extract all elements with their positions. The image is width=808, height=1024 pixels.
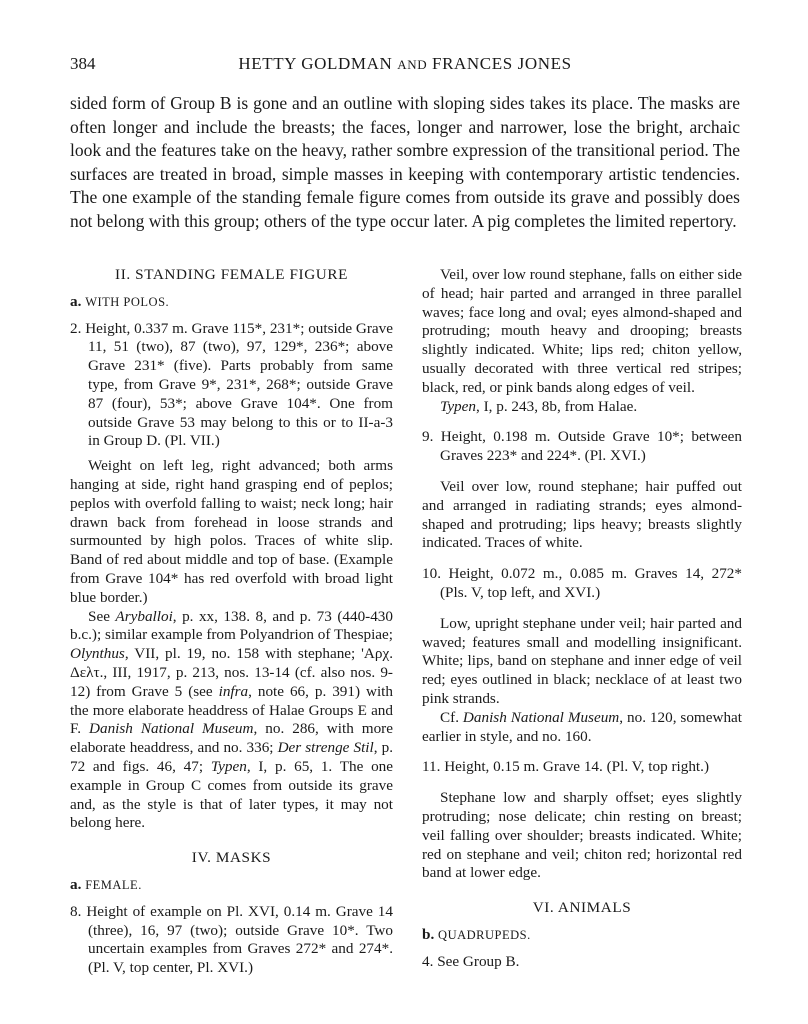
running-header: [70, 54, 740, 78]
author-1: HETTY GOLDMAN: [238, 54, 393, 73]
entry-10-description: Low, upright stephane under veil; hair parted and waved; features small and modelling insignificant. White; lips, band on stephane and inner edge of veil red; eyes outlined in black; necklace of at least two pink strands.: [422, 614, 742, 707]
entry-10-reference: Cf. Danish National Museum, no. 120, somewhat earlier in style, and no. 160.: [422, 708, 742, 745]
subsection-letter: b.: [422, 925, 435, 943]
catalog-entry-4: 4. See Group B.: [422, 952, 520, 970]
subsection-label: QUADRUPEDS.: [438, 927, 531, 942]
subsection-female: [70, 876, 393, 895]
subsection-with-polos: [70, 293, 393, 312]
page-number: 384: [70, 54, 96, 73]
section-heading-masks: IV. MASKS: [191, 849, 272, 867]
intro-paragraph: [70, 92, 740, 233]
catalog-entry-8: 8. Height of example on Pl. XVI, 0.14 m. Grave 14 (three), 16, 97 (two); outside Grave 10*. Two uncertain examples from Graves 272* and 274*. (Pl. V, top center, Pl. XVI.): [70, 902, 393, 977]
entry-11-description: Stephane low and sharply offset; eyes slightly protruding; nose delicate; chin resting on breast; veil falling over shoulder; breasts indicated. White; red on stephane and veil; chiton red; horizontal red band at lower edge.: [422, 789, 742, 882]
subsection-letter: a.: [70, 875, 82, 893]
catalog-entry-9: 9. Height, 0.198 m. Outside Grave 10*; between Graves 223* and 224*. (Pl. XVI.): [422, 428, 742, 465]
entry-2-description: Weight on left leg, right advanced; both arms hanging at side, right hand grasping end of peplos; peplos with overfold falling to waist; neck long; hair drawn back from forehead in loose strands and surmounted by high polos. Traces of white slip. Band of red about middle and top of base. (Example from Grave 104* has red overfold with broad light blue border.): [70, 457, 393, 606]
entry-8-reference: Typen, I, p. 243, 8b, from Halae.: [440, 397, 638, 415]
catalog-entry-11: 11. Height, 0.15 m. Grave 14. (Pl. V, top right.): [422, 758, 709, 776]
intro-text: sided form of Group B is gone and an outline with sloping sides takes its place. The masks are often longer and include the breasts; the faces, longer and narrower, lose the bright, archaic look and the features take on the heavy, rather sombre expression of the transitional period. The surfaces are treated in broad, simple masses in keeping with contemporary artistic tendencies. The one example of the standing female figure comes from outside its grave and possibly does not belong with this group; others of the type occur later. A pig completes the limited repertory.: [70, 93, 740, 231]
subsection-letter: a.: [70, 292, 82, 310]
subsection-label: FEMALE.: [85, 877, 142, 892]
catalog-entry-2: 2. Height, 0.337 m. Grave 115*, 231*; outside Grave 11, 51 (two), 87 (two), 97, 129*, 236*; above Grave 231* (five). Parts probably from same type, from Grave 9*, 231*, 268*; outside Grave 87 (four), 53*; above Grave 104*. One from outside Grave 53 may belong to this or to II-a-3 in Group D. (Pl. VII.): [70, 319, 393, 450]
catalog-entry-10: 10. Height, 0.072 m., 0.085 m. Graves 14, 272* (Pls. V, top left, and XVI.): [422, 565, 742, 601]
running-title: [70, 54, 740, 74]
entry-9-description: Veil over low, round stephane; hair puffed out and arranged in radiating strands; eyes almond-shaped and protruding; lips heavy; breasts slightly indicated. Traces of white.: [422, 477, 742, 552]
subsection-label: WITH POLOS.: [85, 294, 170, 309]
subsection-quadrupeds: [422, 926, 742, 945]
author-2: FRANCES JONES: [432, 54, 572, 73]
right-column: [422, 266, 742, 978]
section-heading-standing-female-figure: II. STANDING FEMALE FIGURE: [115, 266, 348, 283]
author-conjunction: AND: [397, 57, 428, 72]
left-column: [70, 266, 393, 984]
section-heading-animals: VI. ANIMALS: [532, 899, 632, 917]
entry-8-description: Veil, over low round stephane, falls on either side of head; hair parted and arranged in three parallel waves; face long and oval; eyes almond-shaped and protruding; mouth heavy and drooping; breasts slightly indicated. White; lips red; chiton yellow, usually decorated with three vertical red stripes; black, red, or pink bands along edges of veil.: [422, 266, 742, 396]
entry-2-references: See Aryballoi, p. xx, 138. 8, and p. 73 (440-430 b.c.); similar example from Polyandrion of Thespiae; Olynthus, VII, pl. 19, no. 158 with stephane; 'Αρχ. Δελτ., III, 1917, p. 213, nos. 13-14 (cf. also nos. 9-12) from Grave 5 (see infra, note 66, p. 391) with the more elaborate headdress of Halae Groups E and F. Danish National Museum, no. 286, with more elaborate headdress, and no. 336; Der strenge Stil, p. 72 and figs. 46, 47; Typen, I, p. 65, 1. The one example in Group C comes from outside its grave and, as the style is that of later types, it may not belong here.: [70, 607, 393, 832]
